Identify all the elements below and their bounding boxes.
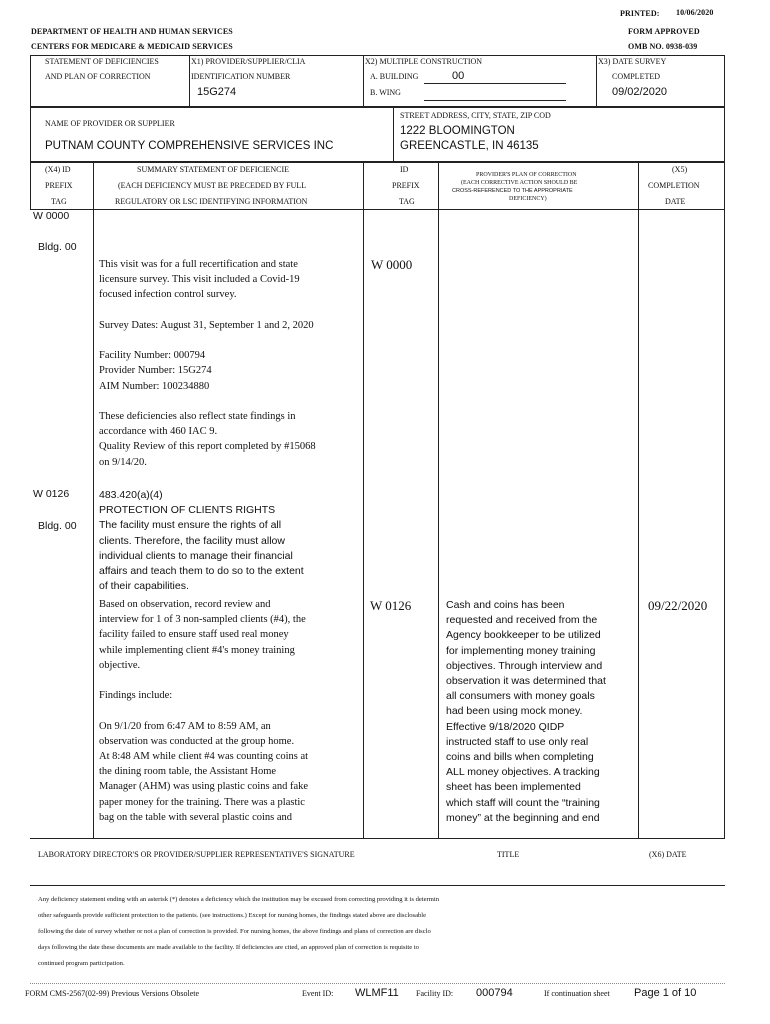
survey-date-value: 09/02/2020 — [612, 86, 668, 98]
x4-header-2: PREFIX — [45, 181, 73, 190]
event-id-value: WLMF11 — [355, 987, 399, 999]
street-line-1: 1222 BLOOMINGTON — [400, 125, 515, 137]
provider-id-value: 15G274 — [197, 86, 237, 98]
omb-number: OMB NO. 0938-039 — [628, 42, 698, 51]
w0000-building: Bldg. 00 — [38, 241, 77, 253]
continuation-label: If continuation sheet — [544, 989, 610, 998]
wing-label: B. WING — [370, 88, 401, 97]
signature-label: LABORATORY DIRECTOR'S OR PROVIDER/SUPPLIER REPRESENTATIVE'S SIGNATURE — [38, 850, 355, 859]
event-id-label: Event ID: — [302, 989, 334, 998]
id-header-3: TAG — [399, 197, 415, 206]
w0000-plan-id: W 0000 — [371, 257, 413, 272]
form-approved: FORM APPROVED — [628, 27, 700, 36]
building-value: 00 — [452, 70, 465, 82]
provider-name-label: NAME OF PROVIDER OR SUPPLIER — [45, 119, 175, 128]
plan-header-2: (EACH CORRECTIVE ACTION SHOULD BE — [461, 180, 578, 186]
summary-header-3: REGULATORY OR LSC IDENTIFYING INFORMATION — [115, 197, 308, 206]
w0126-plan-text: Cash and coins has been requested and received from the Agency bookkeeper to be utilized for implementing money training objectives. Through interview and observation it was determined that all consumers with money goals had been using mock money. Effective 9/18/2020 QIDP instructed staff to use only real coins and bills when completing ALL money objectives. A tracking sheet has been implemented which staff will count the “training money” at the beginning and end — [446, 599, 606, 824]
id-header-2: PREFIX — [392, 181, 420, 190]
facility-id-label: Facility ID: — [416, 989, 454, 998]
street-label: STREET ADDRESS, CITY, STATE, ZIP COD — [400, 111, 551, 120]
centers-title: CENTERS FOR MEDICARE & MEDICAID SERVICES — [31, 42, 233, 51]
x6-date-label: (X6) DATE — [649, 850, 687, 859]
title-label: TITLE — [497, 850, 520, 859]
w0126-plan-id: W 0126 — [370, 598, 412, 613]
street-line-2: GREENCASTLE, IN 46135 — [400, 140, 539, 152]
printed-label: PRINTED: — [620, 9, 660, 18]
form-number: FORM CMS-2567(02-99) Previous Versions Obsolete — [25, 989, 200, 998]
w0000-summary: This visit was for a full recertification and state licensure survey. This visit included a Covid-19 focused infection control survey. Survey Dates: August 31, September 1 and 2, 2020 Facility Number: 000794 Provider Number: 15G274 AIM Number: 100234880 These deficiencies also reflect state findings in accordance with 460 IAC 9. Quality Review of this report completed by #15068 on 9/14/20. — [99, 259, 316, 468]
x2-label: X2) MULTIPLE CONSTRUCTION — [365, 57, 483, 66]
facility-id-value: 000794 — [476, 987, 513, 999]
w0126-regulation: 483.420(a)(4) PROTECTION OF CLIENTS RIGHTS The facility must ensure the rights of all clients. Therefore, the facility must allow individual clients to manage their financial affairs and teach them to do so to the extent of their capabilities. — [99, 489, 304, 593]
id-header-1: ID — [400, 165, 409, 174]
building-label: A. BUILDING — [370, 72, 419, 81]
disclaimer-line-1: Any deficiency statement ending with an asterisk (*) denotes a deficiency which the institution may be excused from correcting providing it is determin — [38, 896, 440, 903]
x4-header-3: TAG — [51, 197, 67, 206]
x1-label-2: IDENTIFICATION NUMBER — [191, 72, 291, 81]
name-address-box — [30, 107, 725, 162]
x3-label: X3) DATE SURVEY — [598, 57, 667, 66]
summary-header-1: SUMMARY STATEMENT OF DEFICIENCIE — [137, 165, 290, 174]
department-title: DEPARTMENT OF HEALTH AND HUMAN SERVICES — [31, 27, 233, 36]
disclaimer-line-5: continued program participation. — [38, 960, 125, 967]
w0126-building: Bldg. 00 — [38, 520, 77, 532]
disclaimer-line-4: days following the date these documents are made available to the facility. If deficiencies are cited, an approved plan of correction is requisite to — [38, 944, 419, 951]
provider-name-value: PUTNAM COUNTY COMPREHENSIVE SERVICES INC — [45, 140, 334, 152]
w0000-tag: W 0000 — [33, 210, 70, 222]
w0126-tag: W 0126 — [33, 488, 70, 500]
x1-label: X1) PROVIDER/SUPPLIER/CLIA — [191, 57, 306, 66]
summary-header-2: (EACH DEFICIENCY MUST BE PRECEDED BY FULL — [118, 181, 307, 190]
plan-header-1: PROVIDER'S PLAN OF CORRECTION — [476, 172, 577, 178]
disclaimer-line-2: other safeguards provide sufficient protection to the patients. (see instructions.) Except for nursing homes, the findings stated above are disclosable — [38, 912, 427, 919]
disclaimer-line-3: following the date of survey whether or not a plan of correction is provided. For nursing homes, the above findings and plans of correction are disclo — [38, 928, 431, 935]
printed-date: 10/06/2020 — [676, 8, 714, 17]
w0126-completion-date: 09/22/2020 — [648, 598, 708, 613]
plan-header-4: DEFICIENCY) — [509, 196, 547, 202]
page-number: Page 1 of 10 — [634, 987, 697, 999]
x3-label-2: COMPLETED — [612, 72, 660, 81]
x4-header-1: (X4) ID — [45, 165, 71, 174]
w0126-summary: Based on observation, record review and interview for 1 of 3 non-sampled clients (#4), the facility failed to ensure staff used real money while implementing client #4's money training objective. Findings include: On 9/1/20 from 6:47 AM to 8:59 AM, an observation was conducted at the group home. At 8:48 AM while client #4 was counting coins at the dining room table, the Assistant Home Manager (AHM) was using plastic coins and fake paper money for the training. There was a plastic bag on the table with several plastic coins and — [99, 599, 309, 823]
statement-label-1: STATEMENT OF DEFICIENCIES — [45, 57, 159, 66]
plan-header-3: CROSS-REFERENCED TO THE APPROPRIATE — [452, 188, 573, 194]
x5-header-1: (X5) — [672, 165, 688, 174]
statement-label-2: AND PLAN OF CORRECTION — [45, 72, 151, 81]
x5-header-3: DATE — [665, 197, 686, 206]
x5-header-2: COMPLETION — [648, 181, 700, 190]
